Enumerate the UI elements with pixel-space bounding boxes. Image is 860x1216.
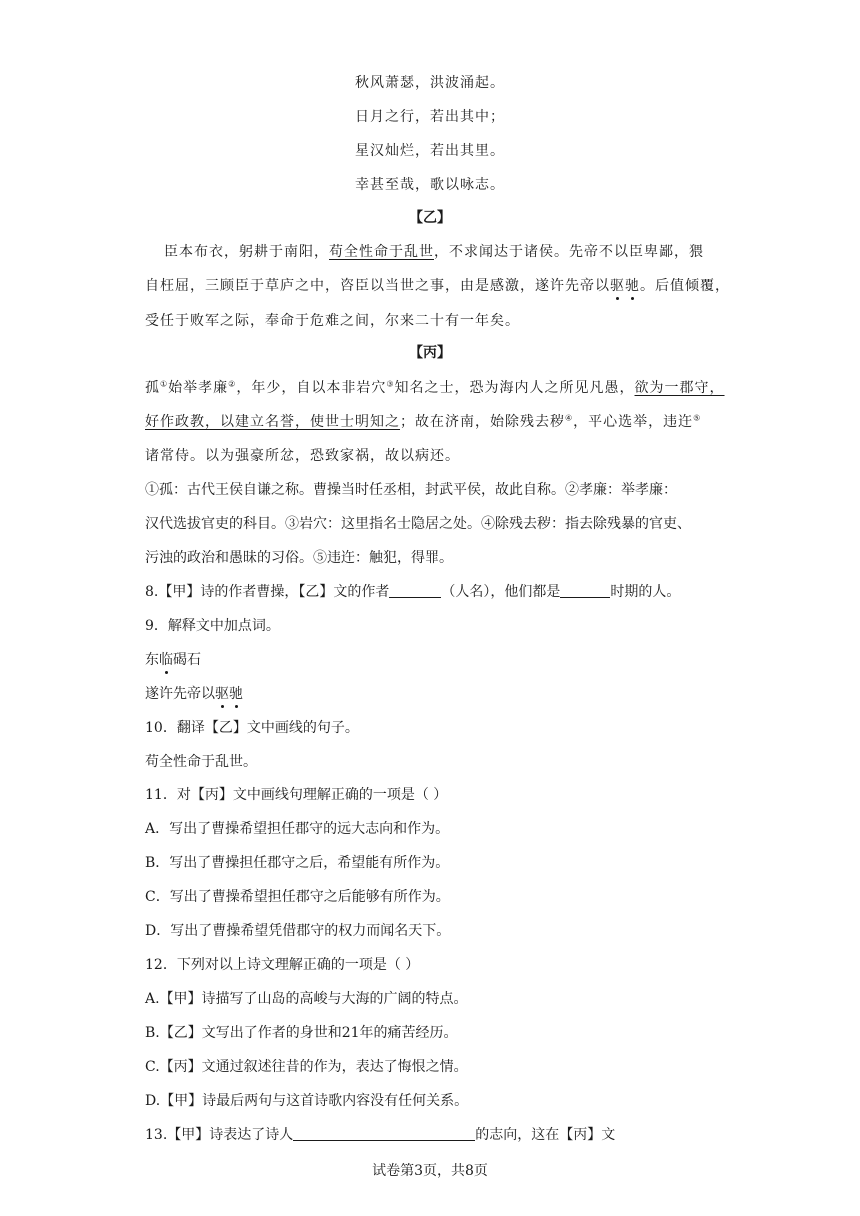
yi-text: 自枉屈，三顾臣于草庐之中，咨臣以当世之事，由是感激，遂许先帝以 bbox=[145, 278, 610, 294]
answer-blank[interactable] bbox=[389, 583, 441, 598]
yi-text: ，不求闻达于诸侯。先帝不以臣卑鄙，猥 bbox=[434, 244, 704, 260]
footnote-mark: ③ bbox=[386, 379, 395, 389]
word-text: 碣石 bbox=[173, 652, 201, 668]
question-text: 13.【甲】诗表达了诗人 bbox=[145, 1127, 294, 1143]
yi-underlined-sentence: 苟全性命于乱世 bbox=[329, 244, 434, 260]
dotted-word-char: 驰 bbox=[625, 278, 640, 294]
bing-underlined-sentence: 欲为一郡守， bbox=[634, 380, 725, 396]
poem-line-1: 秋风萧瑟，洪波涌起。 bbox=[355, 75, 505, 91]
bing-text: ，年少，自以本非岩穴 bbox=[236, 380, 387, 396]
question-12-option-b[interactable]: B.【乙】文写出了作者的身世和21年的痛苦经历。 bbox=[145, 1025, 458, 1041]
question-13 bbox=[145, 1125, 615, 1145]
footnote-mark: ② bbox=[228, 379, 237, 389]
dotted-word-char: 临 bbox=[159, 652, 173, 668]
dotted-word-char: 驱 bbox=[215, 686, 229, 702]
bing-line-3: 诸常侍。以为强豪所忿，恐致家祸，故以病还。 bbox=[145, 448, 460, 464]
section-title-bing: 【丙】 bbox=[409, 345, 451, 361]
question-12-stem: 12．下列对以上诗文理解正确的一项是（ ） bbox=[145, 957, 420, 973]
page-footer: 试卷第3页，共8页 bbox=[372, 1163, 488, 1179]
question-text: 8.【甲】诗的作者曹操，【乙】文的作者 bbox=[145, 584, 390, 600]
question-10-stem: 10．翻译【乙】文中画线的句子。 bbox=[145, 720, 359, 736]
question-12-option-d[interactable]: D.【甲】诗最后两句与这首诗歌内容没有任何关系。 bbox=[145, 1093, 469, 1109]
bing-text: 孤 bbox=[145, 380, 160, 396]
question-text: （人名），他们都是 bbox=[441, 584, 561, 600]
question-9-word-1 bbox=[145, 650, 201, 670]
bing-underlined-sentence: 好作政教，以建立名誉，使世士明知之 bbox=[145, 414, 400, 430]
section-title-yi: 【乙】 bbox=[409, 210, 451, 226]
poem-line-4: 幸甚至哉，歌以咏志。 bbox=[355, 177, 505, 193]
answer-blank[interactable] bbox=[293, 1126, 475, 1141]
question-8 bbox=[145, 582, 680, 602]
question-12-option-c[interactable]: C.【丙】文通过叙述往昔的作为，表达了悔恨之情。 bbox=[145, 1059, 468, 1075]
question-9-word-2 bbox=[145, 684, 243, 704]
word-text: 遂许先帝以 bbox=[145, 686, 215, 702]
question-11-option-c[interactable]: C．写出了曹操希望担任郡守之后能够有所作为。 bbox=[145, 889, 450, 905]
question-9-stem: 9．解释文中加点词。 bbox=[145, 618, 280, 634]
footnote-mark: ① bbox=[160, 379, 169, 389]
yi-text: 。后值倾覆， bbox=[640, 278, 730, 294]
question-11-stem: 11．对【丙】文中画线句理解正确的一项是（ ） bbox=[145, 787, 448, 803]
bing-text: 知名之士，恐为海内人之所见凡愚， bbox=[394, 380, 635, 396]
poem-line-3: 星汉灿烂，若出其里。 bbox=[355, 143, 505, 159]
answer-blank[interactable] bbox=[560, 583, 610, 598]
question-text: 时期的人。 bbox=[610, 584, 681, 600]
question-12-option-a[interactable]: A.【甲】诗描写了山岛的高峻与大海的广阔的特点。 bbox=[145, 991, 468, 1007]
bing-line-1 bbox=[145, 378, 725, 398]
bing-text: 始举孝廉 bbox=[168, 380, 229, 396]
word-text: 东 bbox=[145, 652, 159, 668]
bing-text: ；故在济南，始除残去秽 bbox=[400, 414, 565, 430]
yi-text: 臣本布衣，躬耕于南阳， bbox=[164, 244, 329, 260]
yi-paragraph-line-2 bbox=[145, 276, 730, 296]
poem-line-2: 日月之行，若出其中； bbox=[355, 109, 505, 125]
note-line-3: 污浊的政治和愚昧的习俗。⑤违迕：触犯，得罪。 bbox=[145, 550, 453, 566]
dotted-word-char: 驱 bbox=[610, 278, 625, 294]
question-11-option-a[interactable]: A．写出了曹操希望担任郡守的远大志向和作为。 bbox=[145, 821, 450, 837]
question-text: 的志向，这在【丙】文 bbox=[475, 1127, 616, 1143]
bing-line-2 bbox=[145, 412, 701, 432]
note-line-2: 汉代选拔官吏的科目。③岩穴：这里指名士隐居之处。④除残去秽：指去除残暴的官吏、 bbox=[145, 516, 691, 532]
dotted-word-char: 驰 bbox=[229, 686, 243, 702]
footnote-mark: ④ bbox=[565, 413, 574, 423]
yi-paragraph-line-3: 受任于败军之际，奉命于危难之间，尔来二十有一年矣。 bbox=[145, 313, 520, 329]
question-11-option-b[interactable]: B．写出了曹操担任郡守之后，希望能有所作为。 bbox=[145, 855, 450, 871]
question-10-sentence: 苟全性命于乱世。 bbox=[145, 754, 257, 770]
bing-text: ，平心选举，违迕 bbox=[573, 414, 694, 430]
note-line-1: ①孤：古代王侯自谦之称。曹操当时任丞相，封武平侯，故此自称。②孝廉：举孝廉： bbox=[145, 482, 677, 498]
yi-paragraph-line-1 bbox=[164, 242, 704, 262]
question-11-option-d[interactable]: D．写出了曹操希望凭借郡守的权力而闻名天下。 bbox=[145, 923, 451, 939]
footnote-mark: ⑤ bbox=[693, 413, 702, 423]
